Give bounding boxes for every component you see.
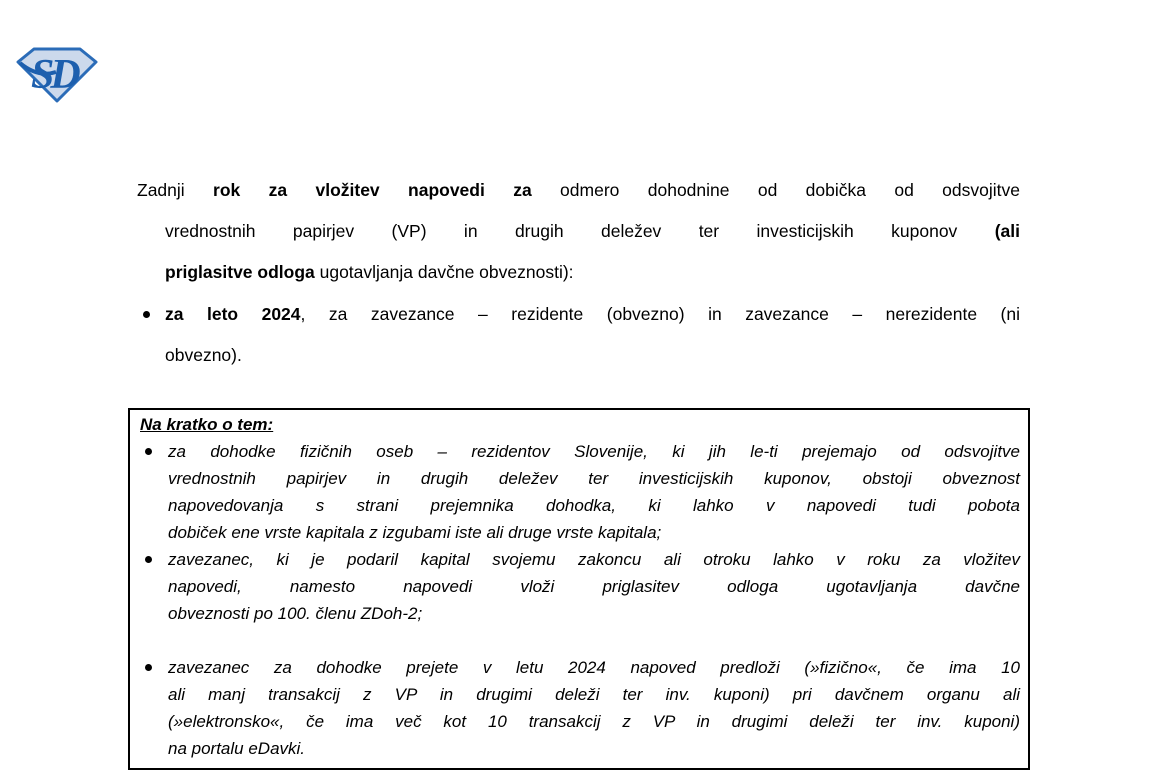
sd-shield-logo [16, 46, 98, 104]
text-line: za leto 2024, za zavezance – rezidente (obvezno) in zavezance – nerezidente (ni [165, 304, 1021, 324]
text-line: za dohodke fizičnih oseb – rezidentov Slovenije, ki jih le-ti prejemajo od odsvojitve [168, 442, 1020, 461]
list-item-text [165, 294, 1020, 376]
sd-shield-icon [16, 46, 98, 104]
bullet-dot [145, 664, 152, 671]
bullet-dot [145, 556, 152, 563]
summary-box-title: Na kratko o tem: [140, 415, 274, 434]
text-line: obvezno). [165, 345, 242, 365]
list-item-za-leto-2024 [137, 294, 1020, 376]
text-line: na portalu eDavki. [168, 739, 306, 758]
text-line: ali manj transakcij z VP in drugimi deleži ter inv. kuponi) pri davčnem organu ali [168, 685, 1020, 704]
list-item-text [168, 546, 1020, 627]
text-line: vrednostnih papirjev (VP) in drugih deležev ter investicijskih kuponov (ali [165, 221, 1020, 241]
logo-letters: SD [31, 52, 77, 98]
text-line: zavezanec, ki je podaril kapital svojemu zakoncu ali otroku lahko v roku za vložitev [168, 550, 1020, 569]
text-line: priglasitve odloga ugotavljanja davčne obveznosti): [165, 262, 574, 282]
list-item [140, 546, 1020, 627]
text-line: vrednostnih papirjev in drugih deležev ter investicijskih kuponov, obstoji obveznost [168, 469, 1020, 488]
list-item-text [168, 654, 1020, 762]
text-line: napovedovanja s strani prejemnika dohodka, ki lahko v napovedi tudi pobota [168, 496, 1020, 515]
text-line: napovedi, namesto napovedi vloži priglasitev odloga ugotavljanja davčne [168, 577, 1020, 596]
text-line: obveznosti po 100. členu ZDoh-2; [168, 604, 423, 623]
text-line: dobiček ene vrste kapitala z izgubami iste ali druge vrste kapitala; [168, 523, 662, 542]
text-line: Zadnji rok za vložitev napovedi za odmero dohodnine od dobička od odsvojitve [137, 180, 1021, 200]
list-item [140, 654, 1020, 762]
bullet-dot [143, 311, 150, 318]
intro-paragraph [137, 170, 1020, 293]
list-item [140, 438, 1020, 546]
text-line: zavezanec za dohodke prejete v letu 2024 napoved predloži (»fizično«, če ima 10 [168, 658, 1020, 677]
summary-box [128, 408, 1030, 770]
text-line: (»elektronsko«, če ima več kot 10 transakcij z VP in drugimi deleži ter inv. kuponi) [168, 712, 1020, 731]
list-item-text [168, 438, 1020, 546]
bullet-dot [145, 448, 152, 455]
